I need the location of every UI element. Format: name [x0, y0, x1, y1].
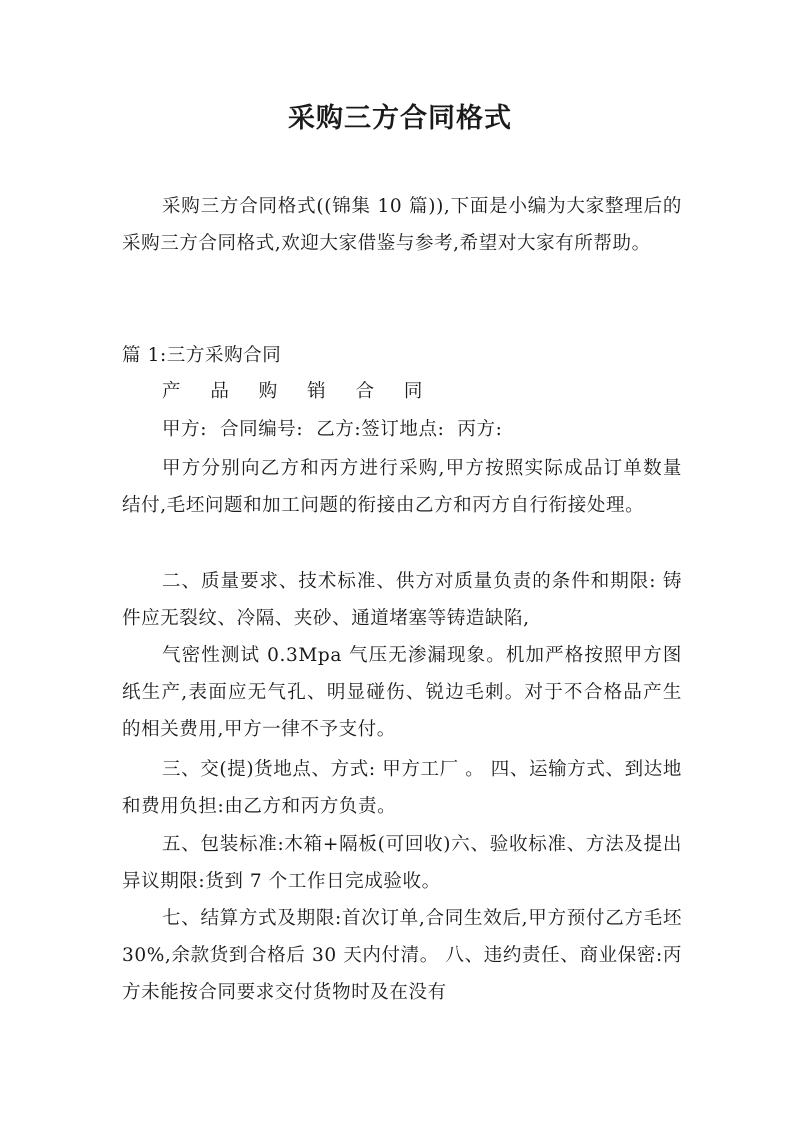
paragraph-5-packaging: 五、包装标准:木箱+隔板(可回收)六、验收标准、方法及提出异议期限:货到 7 个工作日完成验收。: [122, 834, 682, 892]
paragraph-6-settlement: 七、结算方式及期限:首次订单,合同生效后,甲方预付乙方毛坯 30%,余款货到合格后 30 天内付清。 八、违约责任、商业保密:丙方未能按合同要求交付货物时及在没有: [122, 908, 682, 1003]
section-heading: 篇 1:三方采购合同: [122, 345, 282, 366]
document-title: 采购三方合同格式: [288, 103, 512, 134]
paragraph-2-quality: 二、质量要求、技术标准、供方对质量负责的条件和期限: 铸件应无裂纹、冷隔、夹砂、通道堵塞等铸造缺陷,: [122, 571, 682, 629]
paragraph-3-testing: 气密性测试 0.3Mpa 气压无渗漏现象。机加严格按照甲方图纸生产,表面应无气孔、明显碰伤、锐边毛刺。对于不合格品产生的相关费用,甲方一律不予支付。: [122, 645, 682, 740]
paragraph-4-delivery: 三、交(提)货地点、方式: 甲方工厂 。 四、运输方式、到达地和费用负担:由乙方和丙方负责。: [122, 759, 682, 817]
contract-title: 产 品 购 销 合 同: [162, 381, 435, 402]
intro-paragraph: 采购三方合同格式((锦集 10 篇)),下面是小编为大家整理后的采购三方合同格式,欢迎大家借鉴与参考,希望对大家有所帮助。: [122, 196, 682, 254]
paragraph-1: 甲方分别向乙方和丙方进行采购,甲方按照实际成品订单数量结付,毛坯问题和加工问题的衔接由乙方和丙方自行衔接处理。: [122, 458, 682, 516]
parties-line: 甲方: 合同编号: 乙方:签订地点: 丙方:: [162, 419, 503, 440]
